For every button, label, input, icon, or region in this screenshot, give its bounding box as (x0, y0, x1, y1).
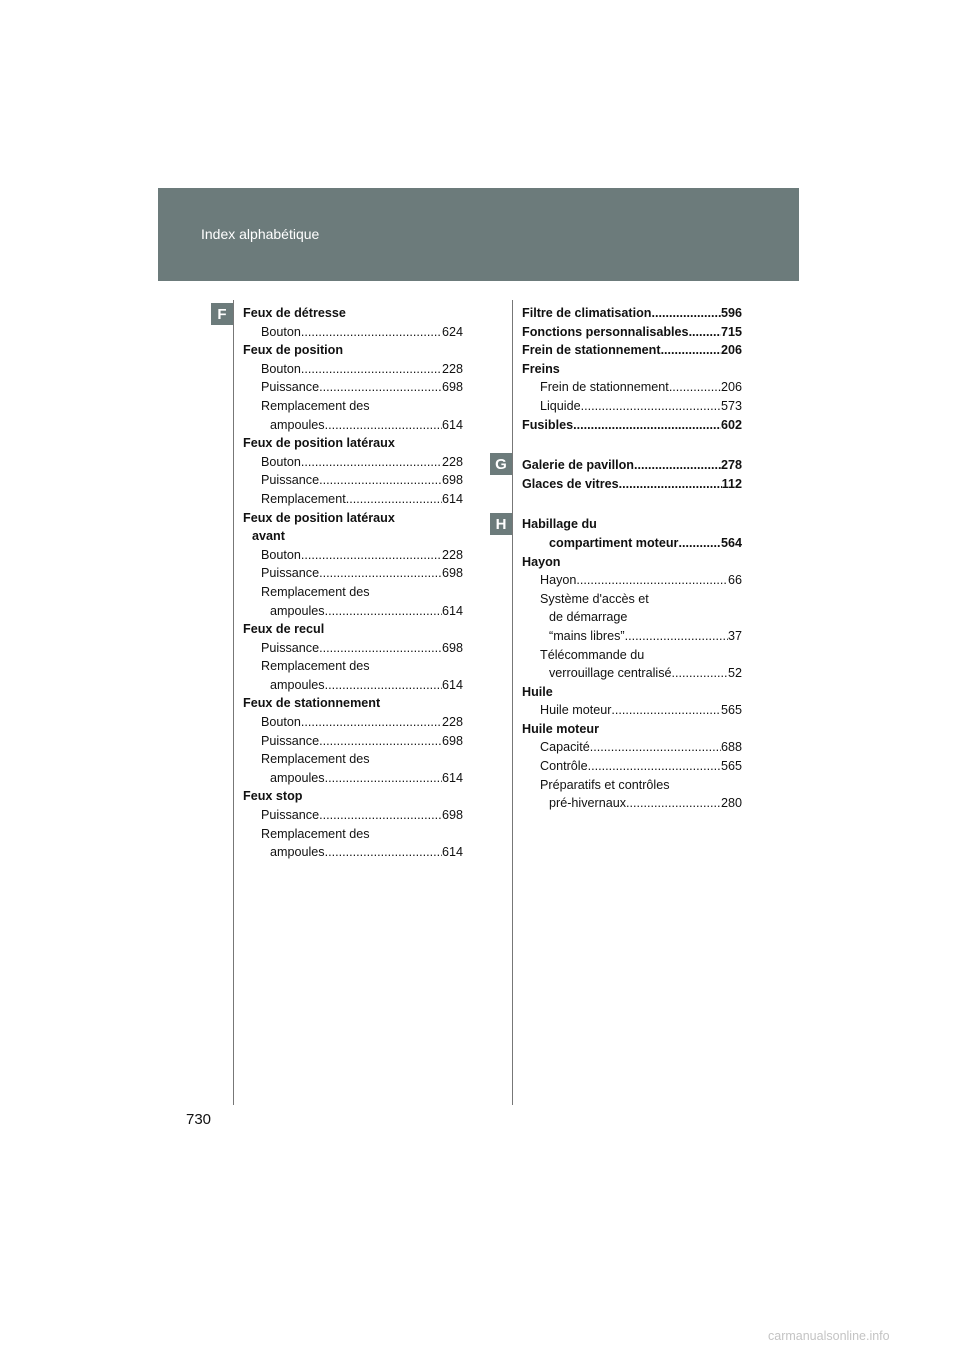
index-entry (243, 304, 463, 323)
index-entry-text: Capacité (540, 740, 590, 755)
index-entry-text: ampoules (270, 677, 325, 692)
index-entry-text: Feux de recul (243, 622, 325, 637)
index-entry (522, 738, 742, 757)
dot-leader (301, 546, 442, 565)
index-entry (522, 683, 742, 702)
index-entry-page: 688 (720, 740, 742, 755)
index-entry (522, 627, 742, 646)
index-entry-page: 698 (441, 808, 463, 823)
index-entry-text: Puissance (261, 566, 320, 581)
index-entry (522, 646, 742, 665)
dot-leader (301, 713, 442, 732)
index-entry (243, 471, 463, 490)
index-column-right (522, 304, 742, 813)
index-entry-text: Hayon (522, 554, 561, 569)
dot-leader (319, 378, 442, 397)
index-entry-page: 698 (441, 733, 463, 748)
index-section-g (522, 456, 742, 493)
index-entry (243, 732, 463, 751)
dot-leader (678, 534, 721, 553)
index-entry (522, 515, 742, 534)
index-entry-text: Hayon (540, 573, 577, 588)
index-entry-text: ampoules (270, 845, 325, 860)
index-entry (522, 323, 742, 342)
section-tab-f: F (211, 303, 233, 325)
dot-leader (611, 701, 721, 720)
index-entry-page: 614 (441, 603, 463, 618)
index-section-f (522, 304, 742, 434)
dot-leader (325, 843, 442, 862)
dot-leader (590, 738, 721, 757)
index-entry-text: Huile moteur (522, 721, 599, 736)
dot-leader (651, 304, 721, 323)
dot-leader (619, 475, 722, 494)
dot-leader (325, 602, 442, 621)
index-entry-page: 228 (441, 715, 463, 730)
index-entry-text: Freins (522, 361, 560, 376)
index-entry (243, 378, 463, 397)
index-entry (522, 534, 742, 553)
index-entry-text: Système d'accès et (540, 591, 649, 606)
index-entry-page: 573 (720, 398, 742, 413)
index-entry-text: ampoules (270, 417, 325, 432)
index-entry-text: Contrôle (540, 759, 588, 774)
index-entry (243, 527, 463, 546)
index-entry-page: 698 (441, 380, 463, 395)
index-entry (243, 323, 463, 342)
index-entry-text: verrouillage centralisé (549, 666, 672, 681)
dot-leader (625, 627, 728, 646)
index-entry (243, 806, 463, 825)
index-entry (243, 341, 463, 360)
index-entry-text: Puissance (261, 640, 320, 655)
index-entry (243, 750, 463, 769)
dot-leader (689, 323, 721, 342)
dot-leader (325, 416, 442, 435)
index-section-h (522, 515, 742, 813)
dot-leader (325, 769, 442, 788)
index-entry-text: Télécommande du (540, 647, 645, 662)
index-entry (243, 602, 463, 621)
index-entry (522, 608, 742, 627)
index-entry-text: Bouton (261, 547, 301, 562)
index-entry-page: 66 (727, 573, 742, 588)
index-entry-page: 280 (720, 796, 742, 811)
dot-leader (301, 323, 442, 342)
dot-leader (319, 564, 442, 583)
index-entry-text: ampoules (270, 603, 325, 618)
index-entry (522, 360, 742, 379)
index-entry (243, 657, 463, 676)
index-entry-page: 698 (441, 566, 463, 581)
index-entry-page: 614 (441, 845, 463, 860)
dot-leader (672, 664, 728, 683)
index-entry (243, 416, 463, 435)
index-entry-page: 624 (441, 324, 463, 339)
index-entry (243, 843, 463, 862)
index-entry-page: 52 (727, 666, 742, 681)
index-entry (243, 434, 463, 453)
index-entry (243, 620, 463, 639)
dot-leader (325, 676, 442, 695)
column-divider-left (233, 300, 234, 1105)
index-entry-text: Galerie de pavillon (522, 458, 634, 473)
header-band (158, 188, 799, 281)
index-entry-page: 565 (720, 703, 742, 718)
index-entry (522, 304, 742, 323)
index-entry (522, 701, 742, 720)
index-entry-page: 614 (441, 677, 463, 692)
index-entry-text: Habillage du (522, 517, 597, 532)
index-entry-text: Huile (522, 684, 553, 699)
index-entry (243, 509, 463, 528)
index-entry-text: Frein de stationnement (540, 380, 669, 395)
index-entry (243, 397, 463, 416)
index-entry-page: 206 (720, 380, 742, 395)
index-entry (522, 475, 742, 494)
dot-leader (319, 806, 442, 825)
index-entry-page: 112 (721, 476, 742, 491)
index-entry-text: Liquide (540, 398, 581, 413)
index-entry-text: Bouton (261, 454, 301, 469)
index-entry (243, 769, 463, 788)
dot-leader (661, 341, 721, 360)
index-entry (522, 571, 742, 590)
index-entry-text: Bouton (261, 361, 301, 376)
index-entry (522, 776, 742, 795)
index-entry-text: de démarrage (549, 610, 628, 625)
index-entry-page: 565 (720, 759, 742, 774)
index-entry-text: Feux de position (243, 343, 344, 358)
page-number: 730 (186, 1111, 212, 1128)
index-entry-text: Feux de position latéraux (243, 510, 395, 525)
index-entry-text: Bouton (261, 715, 301, 730)
index-entry-text: Puissance (261, 380, 320, 395)
index-entry-text: Puissance (261, 473, 320, 488)
index-entry (522, 757, 742, 776)
index-entry-text: pré-hivernaux (549, 796, 627, 811)
index-entry-text: avant (252, 529, 285, 544)
index-entry-text: Puissance (261, 733, 320, 748)
dot-leader (319, 732, 442, 751)
index-entry-text: Remplacement des (261, 659, 370, 674)
dot-leader (576, 571, 728, 590)
index-entry-text: Glaces de vitres (522, 476, 619, 491)
index-entry (522, 416, 742, 435)
index-entry (243, 583, 463, 602)
dot-leader (581, 397, 721, 416)
index-entry (243, 546, 463, 565)
dot-leader (301, 453, 442, 472)
index-entry-text: Fonctions personnalisables (522, 324, 689, 339)
index-entry-text: Feux de position latéraux (243, 436, 395, 451)
dot-leader (319, 471, 442, 490)
index-entry-page: 614 (441, 417, 463, 432)
index-entry (522, 341, 742, 360)
index-entry-text: Remplacement des (261, 398, 370, 413)
index-entry (243, 639, 463, 658)
index-entry-page: 614 (441, 770, 463, 785)
index-entry-text: Filtre de climatisation (522, 306, 652, 320)
section-gap (522, 493, 742, 515)
index-entry-text: Feux de stationnement (243, 696, 381, 711)
index-entry-page: 698 (441, 473, 463, 488)
index-entry (522, 456, 742, 475)
dot-leader (588, 757, 721, 776)
page-title: Index alphabétique (201, 226, 320, 242)
index-entry-text: Fusibles (522, 417, 574, 432)
index-entry-text: Frein de stationnement (522, 343, 661, 358)
index-entry (243, 564, 463, 583)
dot-leader (573, 416, 721, 435)
index-entry-text: Remplacement des (261, 584, 370, 599)
index-entry (243, 453, 463, 472)
section-tab-h: H (490, 513, 512, 535)
index-entry (243, 825, 463, 844)
index-entry-text: Feux de détresse (243, 306, 346, 320)
index-entry (243, 787, 463, 806)
dot-leader (626, 794, 721, 813)
index-entry (522, 664, 742, 683)
index-entry-text: ampoules (270, 770, 325, 785)
index-entry (243, 694, 463, 713)
index-entry-text: compartiment moteur (549, 535, 679, 550)
index-entry-page: 228 (441, 361, 463, 376)
dot-leader (319, 639, 442, 658)
index-entry-text: Remplacement des (261, 752, 370, 767)
index-entry (522, 794, 742, 813)
dot-leader (301, 360, 442, 379)
index-entry-text: Préparatifs et contrôles (540, 777, 670, 792)
dot-leader (669, 378, 721, 397)
index-entry-text: Feux stop (243, 789, 303, 804)
index-entry-text: Bouton (261, 324, 301, 339)
index-entry-text: Puissance (261, 808, 320, 823)
index-entry (243, 490, 463, 509)
index-entry-page: 614 (441, 491, 463, 506)
index-entry-page: 564 (720, 535, 742, 550)
section-tab-g: G (490, 453, 512, 475)
index-entry-page: 278 (720, 458, 742, 473)
index-entry-page: 206 (720, 343, 742, 358)
index-entry (522, 553, 742, 572)
index-entry-page: 698 (441, 640, 463, 655)
dot-leader (634, 456, 721, 475)
index-entry-text: Remplacement des (261, 826, 370, 841)
index-entry-page: 715 (720, 324, 742, 339)
index-entry (522, 590, 742, 609)
index-entry (243, 676, 463, 695)
index-entry (522, 397, 742, 416)
index-entry-page: 596 (720, 306, 742, 320)
watermark: carmanualsonline.info (768, 1329, 890, 1343)
index-entry (243, 713, 463, 732)
index-entry-page: 228 (441, 547, 463, 562)
section-gap (522, 434, 742, 456)
column-divider-middle (512, 300, 513, 1105)
index-entry-text: “mains libres” (549, 628, 625, 643)
index-entry-text: Remplacement (261, 491, 346, 506)
index-entry (522, 378, 742, 397)
dot-leader (346, 490, 442, 509)
index-column-left (243, 304, 463, 862)
index-entry-page: 602 (720, 417, 742, 432)
index-entry-page: 37 (727, 628, 742, 643)
index-entry-text: Huile moteur (540, 703, 612, 718)
index-entry-page: 228 (441, 454, 463, 469)
index-entry (243, 360, 463, 379)
index-entry (522, 720, 742, 739)
